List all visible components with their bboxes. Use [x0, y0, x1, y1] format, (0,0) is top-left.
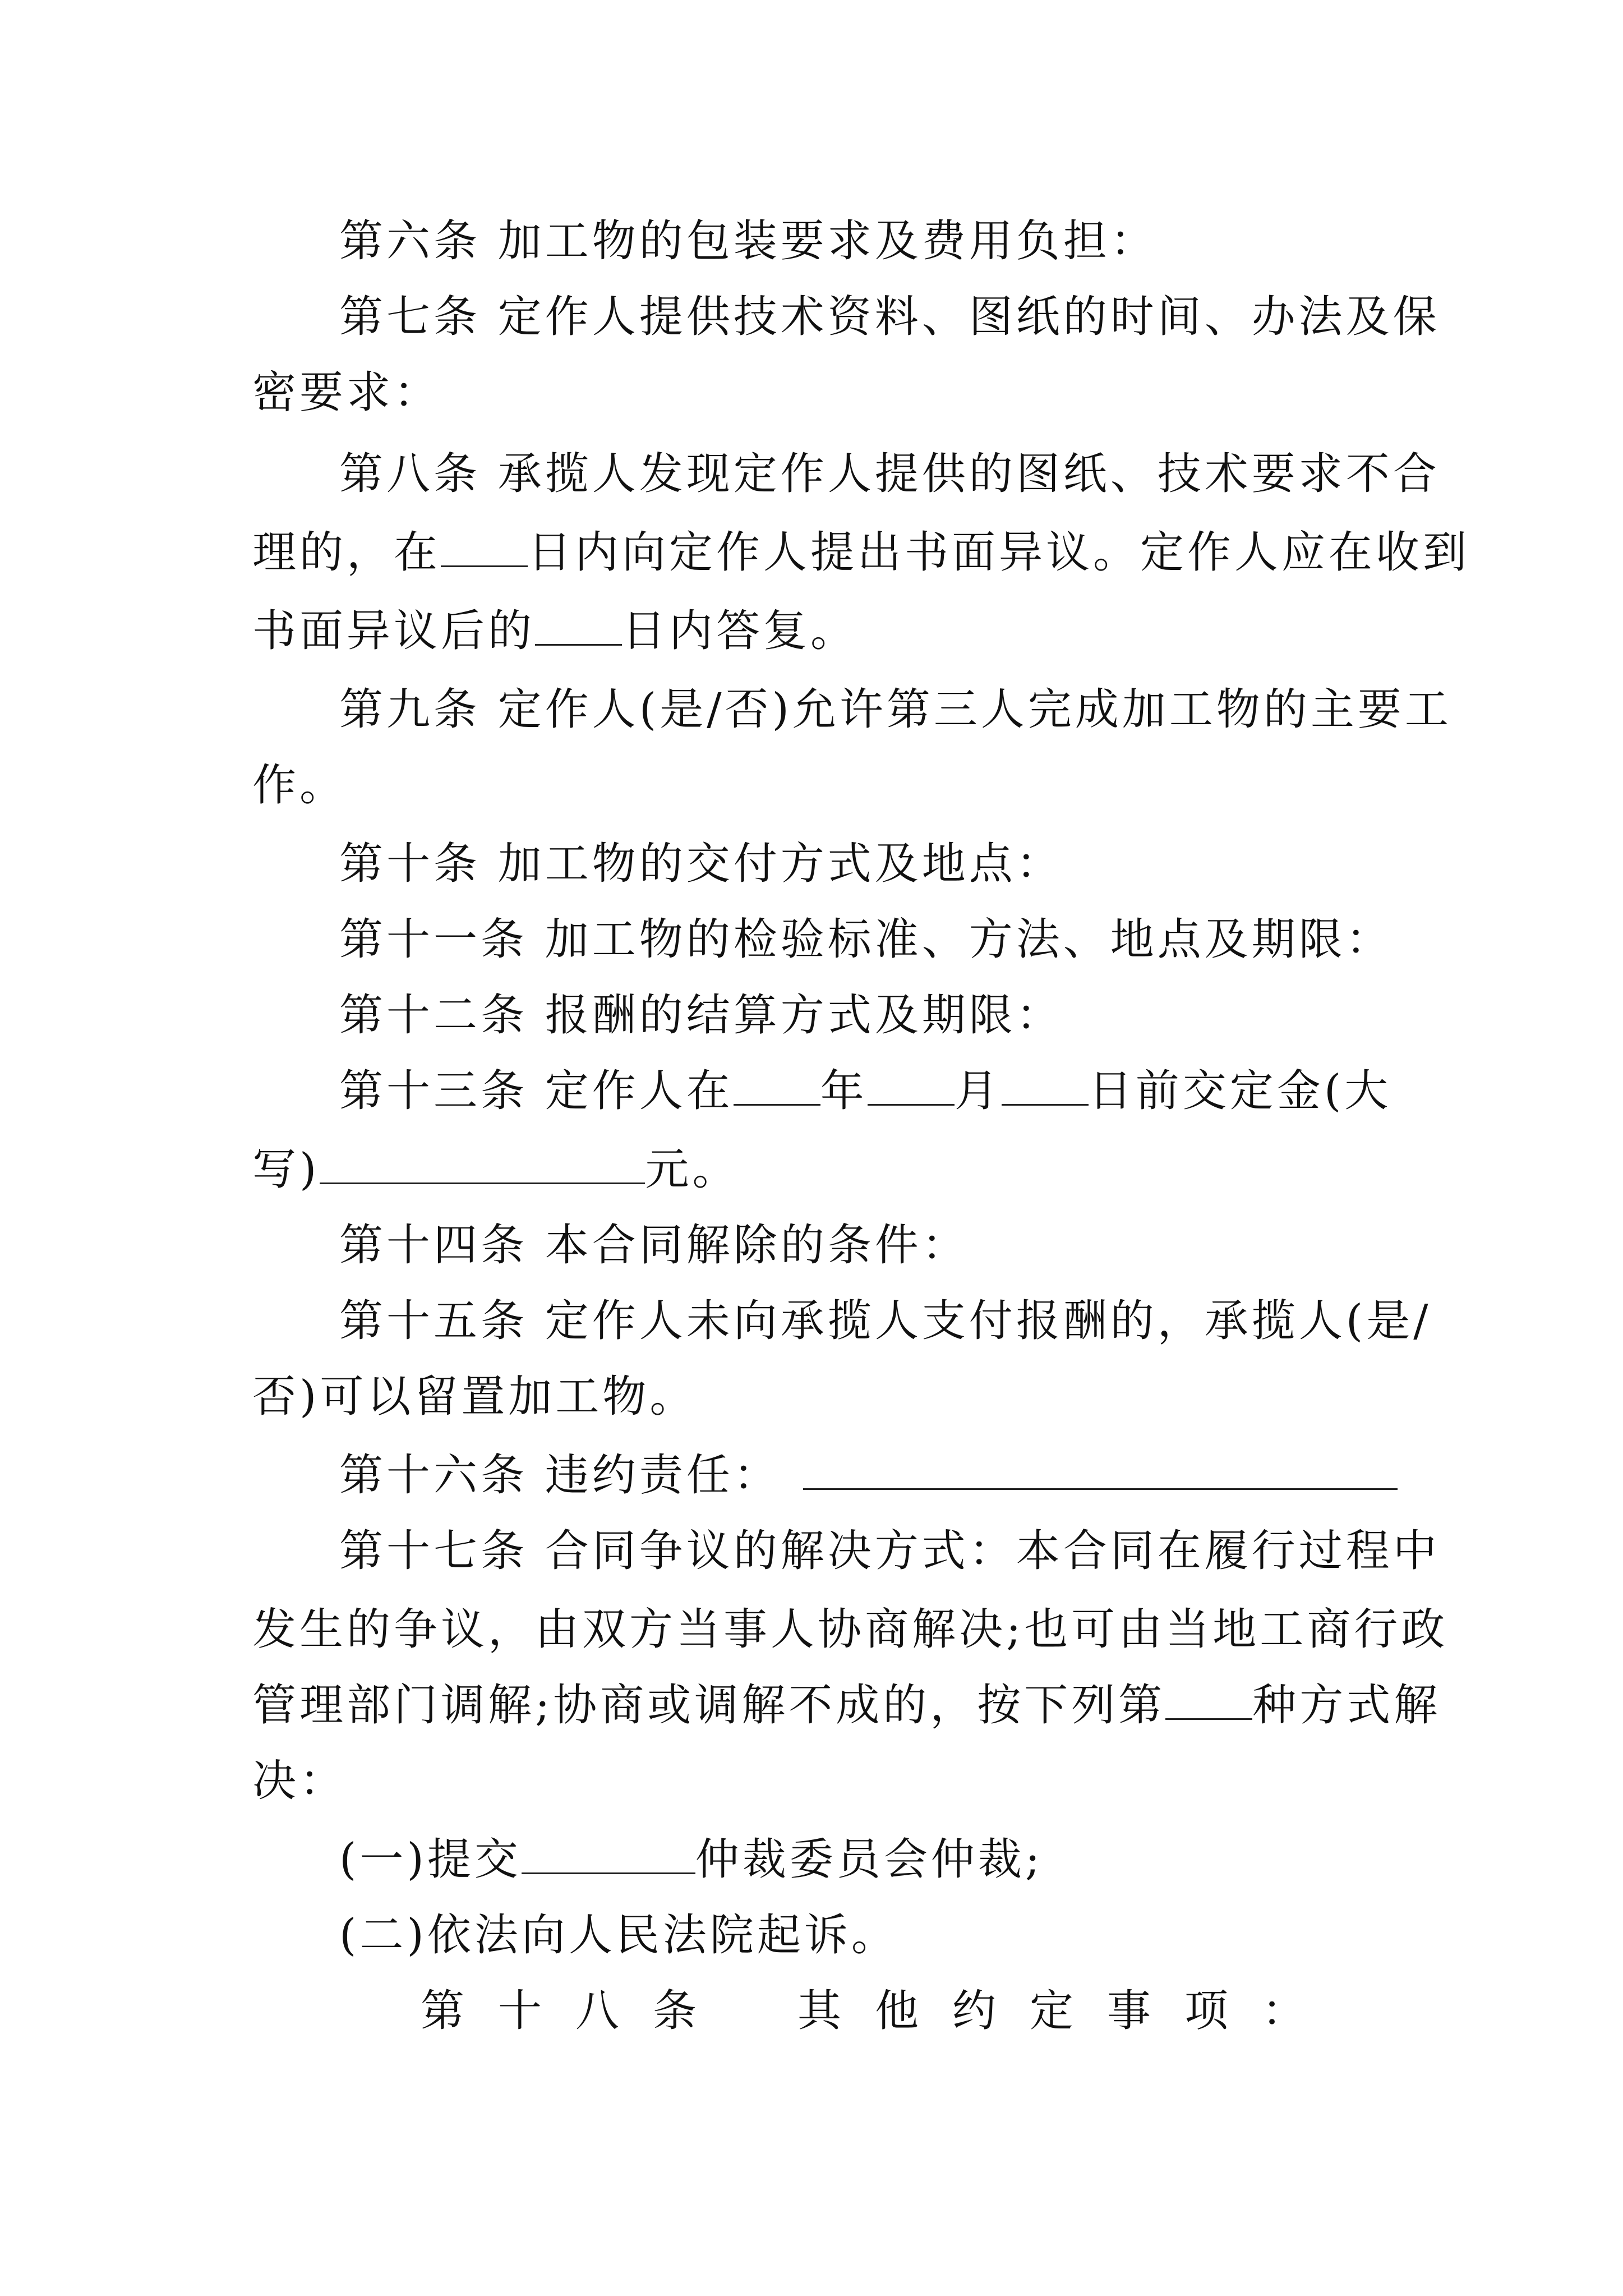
article-17-line-4: [252, 1753, 1391, 1809]
article-17-line-3: [252, 1677, 1441, 1733]
article-13-text-2a: 写): [252, 1144, 320, 1195]
article-9-text-2: 作。: [252, 760, 347, 811]
article-15-line-1: [339, 1293, 1432, 1349]
article-13-line-2: [252, 1142, 1391, 1198]
option-2-text: (二)依法向人民法院起诉。: [339, 1910, 898, 1961]
deposit-amount-blank[interactable]: [320, 1143, 645, 1184]
article-16-text: 第十六条 违约责任：: [339, 1450, 781, 1501]
article-10: [339, 836, 1391, 892]
article-11-text: 第十一条 加工物的检验标准、方法、地点及期限：: [339, 914, 1393, 965]
month-blank[interactable]: [868, 1065, 955, 1106]
article-7-text-2: 密要求：: [252, 367, 441, 418]
article-17-text-4: 决：: [252, 1756, 347, 1806]
article-15-text-2: 否)可以留置加工物。: [252, 1372, 697, 1422]
article-9-line-1: [339, 682, 1452, 738]
article-12-text: 第十二条 报酬的结算方式及期限：: [339, 990, 1063, 1041]
article-8-line-3: [252, 603, 1391, 659]
article-13-text-1b: 年: [820, 1066, 868, 1116]
article-11: [339, 912, 1391, 968]
article-15-line-2: [252, 1369, 1391, 1425]
article-13-text-1d: 日前交定金(大: [1088, 1066, 1392, 1116]
article-13-text-2b: 元。: [645, 1144, 740, 1195]
article-17-text-2: 发生的争议，由双方当事人协商解决;也可由当地工商行政: [252, 1604, 1449, 1655]
article-8-text-2b: 日内向定作人提出书面异议。定作人应在收到: [528, 527, 1470, 578]
article-18: [421, 1983, 1391, 2039]
days-blank-1[interactable]: [441, 526, 528, 567]
article-14: [339, 1217, 1391, 1273]
article-7-line-2: [252, 365, 1391, 421]
arbitration-commission-blank[interactable]: [522, 1833, 695, 1874]
article-18-text-a: 第十八条: [421, 1986, 731, 2036]
article-8-text-3b: 日内答复。: [622, 606, 858, 656]
article-16: [339, 1447, 1391, 1503]
article-8-line-1: [339, 446, 1440, 502]
article-17-text-1: 第十七条 合同争议的解决方式：本合同在履行过程中: [339, 1526, 1440, 1576]
article-6: [339, 213, 1391, 269]
article-17-line-1: [339, 1523, 1440, 1579]
article-17-line-2: [252, 1602, 1449, 1658]
days-blank-2[interactable]: [535, 605, 622, 646]
article-17-text-3b: 种方式解: [1252, 1680, 1441, 1731]
article-18-text-b: 其他约定事项：: [797, 1986, 1340, 2036]
article-7-line-1: [339, 289, 1440, 345]
article-8-text-3a: 书面异议后的: [252, 606, 536, 656]
option-1-text-b: 仲裁委员会仲裁;: [695, 1834, 1044, 1885]
article-13-text-1c: 月: [954, 1066, 1002, 1116]
day-blank[interactable]: [1002, 1065, 1089, 1106]
article-9-text-1: 第九条 定作人(是/否)允许第三人完成加工物的主要工: [339, 684, 1452, 735]
article-13-line-1: [339, 1063, 1391, 1119]
article-8-text-2a: 理的，在: [252, 527, 441, 578]
article-15-text-1: 第十五条 定作人未向承揽人支付报酬的，承揽人(是/: [339, 1296, 1432, 1346]
liability-blank[interactable]: [803, 1449, 1398, 1490]
year-blank[interactable]: [734, 1065, 820, 1106]
article-12: [339, 987, 1391, 1043]
method-number-blank[interactable]: [1165, 1679, 1252, 1720]
article-17-text-3a: 管理部门调解;协商或调解不成的，按下列第: [252, 1680, 1166, 1731]
article-7-text-1: 第七条 定作人提供技术资料、图纸的时间、办法及保: [339, 292, 1440, 342]
article-9-line-2: [252, 757, 1391, 813]
article-13-text-1a: 第十三条 定作人在: [339, 1066, 734, 1116]
article-14-text: 第十四条 本合同解除的条件：: [339, 1220, 969, 1271]
option-1: [339, 1832, 1391, 1888]
article-8-text-1: 第八条 承揽人发现定作人提供的图纸、技术要求不合: [339, 449, 1440, 499]
option-2: [339, 1907, 1391, 1963]
option-1-text-a: (一)提交: [339, 1834, 522, 1885]
article-6-text: 第六条 加工物的包装要求及费用负担：: [339, 216, 1158, 266]
article-8-line-2: [252, 524, 1470, 581]
article-10-text: 第十条 加工物的交付方式及地点：: [339, 839, 1063, 889]
